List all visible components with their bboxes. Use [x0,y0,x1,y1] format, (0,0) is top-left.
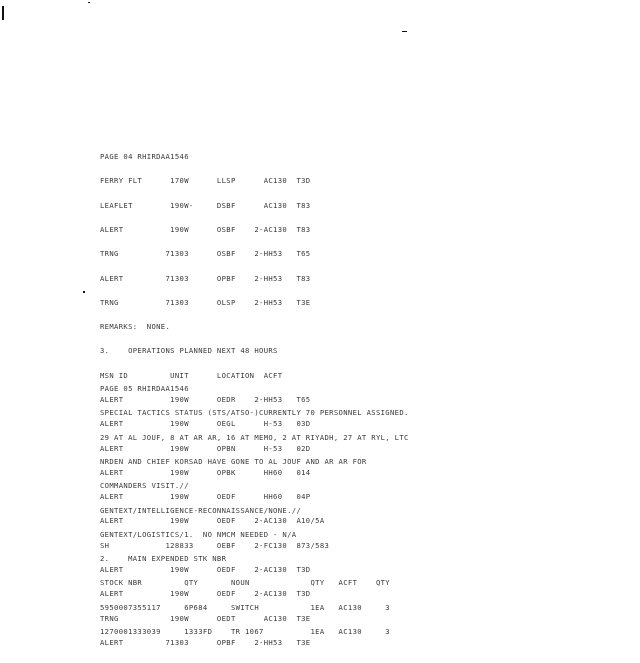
column-headers: MSN ID UNIT LOCATION ACFT [100,370,283,380]
text-line: ALERT 190W OEDF HH60 04P [100,492,311,502]
text-line: GENTEXT/LOGISTICS/1. NO NMCM NEEDED - N/A [100,529,297,539]
text-line: TRNG 190W OEDT AC130 T3E [100,613,311,623]
speck-mark-left [83,291,85,293]
margin-mark [2,6,4,20]
text-line: SPECIAL TACTICS STATUS (STS/ATSO-)CURRENTLY 70 PERSONNEL ASSIGNED. [100,408,409,418]
dash-mark [402,31,407,32]
page-header: PAGE 05 RHIRDAA1546 [100,384,189,394]
text-line: COMMANDERS VISIT.// [100,481,189,491]
text-line: LEAFLET 190W- DSBF AC130 T83 [100,200,311,210]
text-line: SH 128833 OEBF 2-FC130 873/583 [100,540,330,550]
text-line: TRNG 71303 OSBF 2-HH53 T65 [100,249,311,259]
text-line: ALERT 190W OSBF 2-AC130 T83 [100,225,311,235]
text-line: ALERT 190W OPBK HH60 014 [100,467,311,477]
text-line: FERRY FLT 170W LLSP AC130 T3D [100,176,311,186]
remarks-line: REMARKS: NONE. [100,322,171,332]
text-line: ALERT 190W OEGL H-53 03D [100,419,311,429]
section-heading: 2. MAIN EXPENDED STK NBR [100,554,227,564]
speck-mark [88,2,90,3]
text-line: 29 AT AL JOUF, 8 AT AR AR, 16 AT MEMO, 2 AT RIYADH, 27 AT RYL, LTC [100,432,409,442]
text-line: ALERT 190W OEDF 2-AC130 T3D [100,589,311,599]
table-row: 5950007355117 6P684 SWITCH 1EA AC130 3 [100,602,390,612]
text-line: ALERT 190W OEDR 2-HH53 T65 [100,395,311,404]
text-line: ALERT 71303 OPBF 2-HH53 T3E [100,637,311,647]
text-line: ALERT 190W OEDF 2-AC130 A10/5A [100,516,325,526]
text-line: ALERT 190W OPBN H-53 02D [100,443,311,453]
table-row: 1270001333039 1333FD TR 1067 1EA AC130 3 [100,627,390,636]
text-line: ALERT 71303 OPBF 2-HH53 T83 [100,273,311,283]
text-line: ALERT 190W OEDF 2-AC130 T3D [100,564,311,574]
page-header: PAGE 04 RHIRDAA1546 [100,152,189,162]
column-headers: STOCK NBR QTY NOUN QTY ACFT QTY [100,578,390,588]
text-line: GENTEXT/INTELLIGENCE-RECONNAISSANCE/NONE.// [100,505,302,515]
section-heading: 3. OPERATIONS PLANNED NEXT 48 HOURS [100,346,278,356]
text-block-page-05 [100,369,409,652]
text-line: TRNG 71303 OLSP 2-HH53 T3E [100,297,311,307]
text-line: NRDEN AND CHIEF KORSAD HAVE GONE TO AL JOUF AND AR AR FOR [100,457,367,467]
